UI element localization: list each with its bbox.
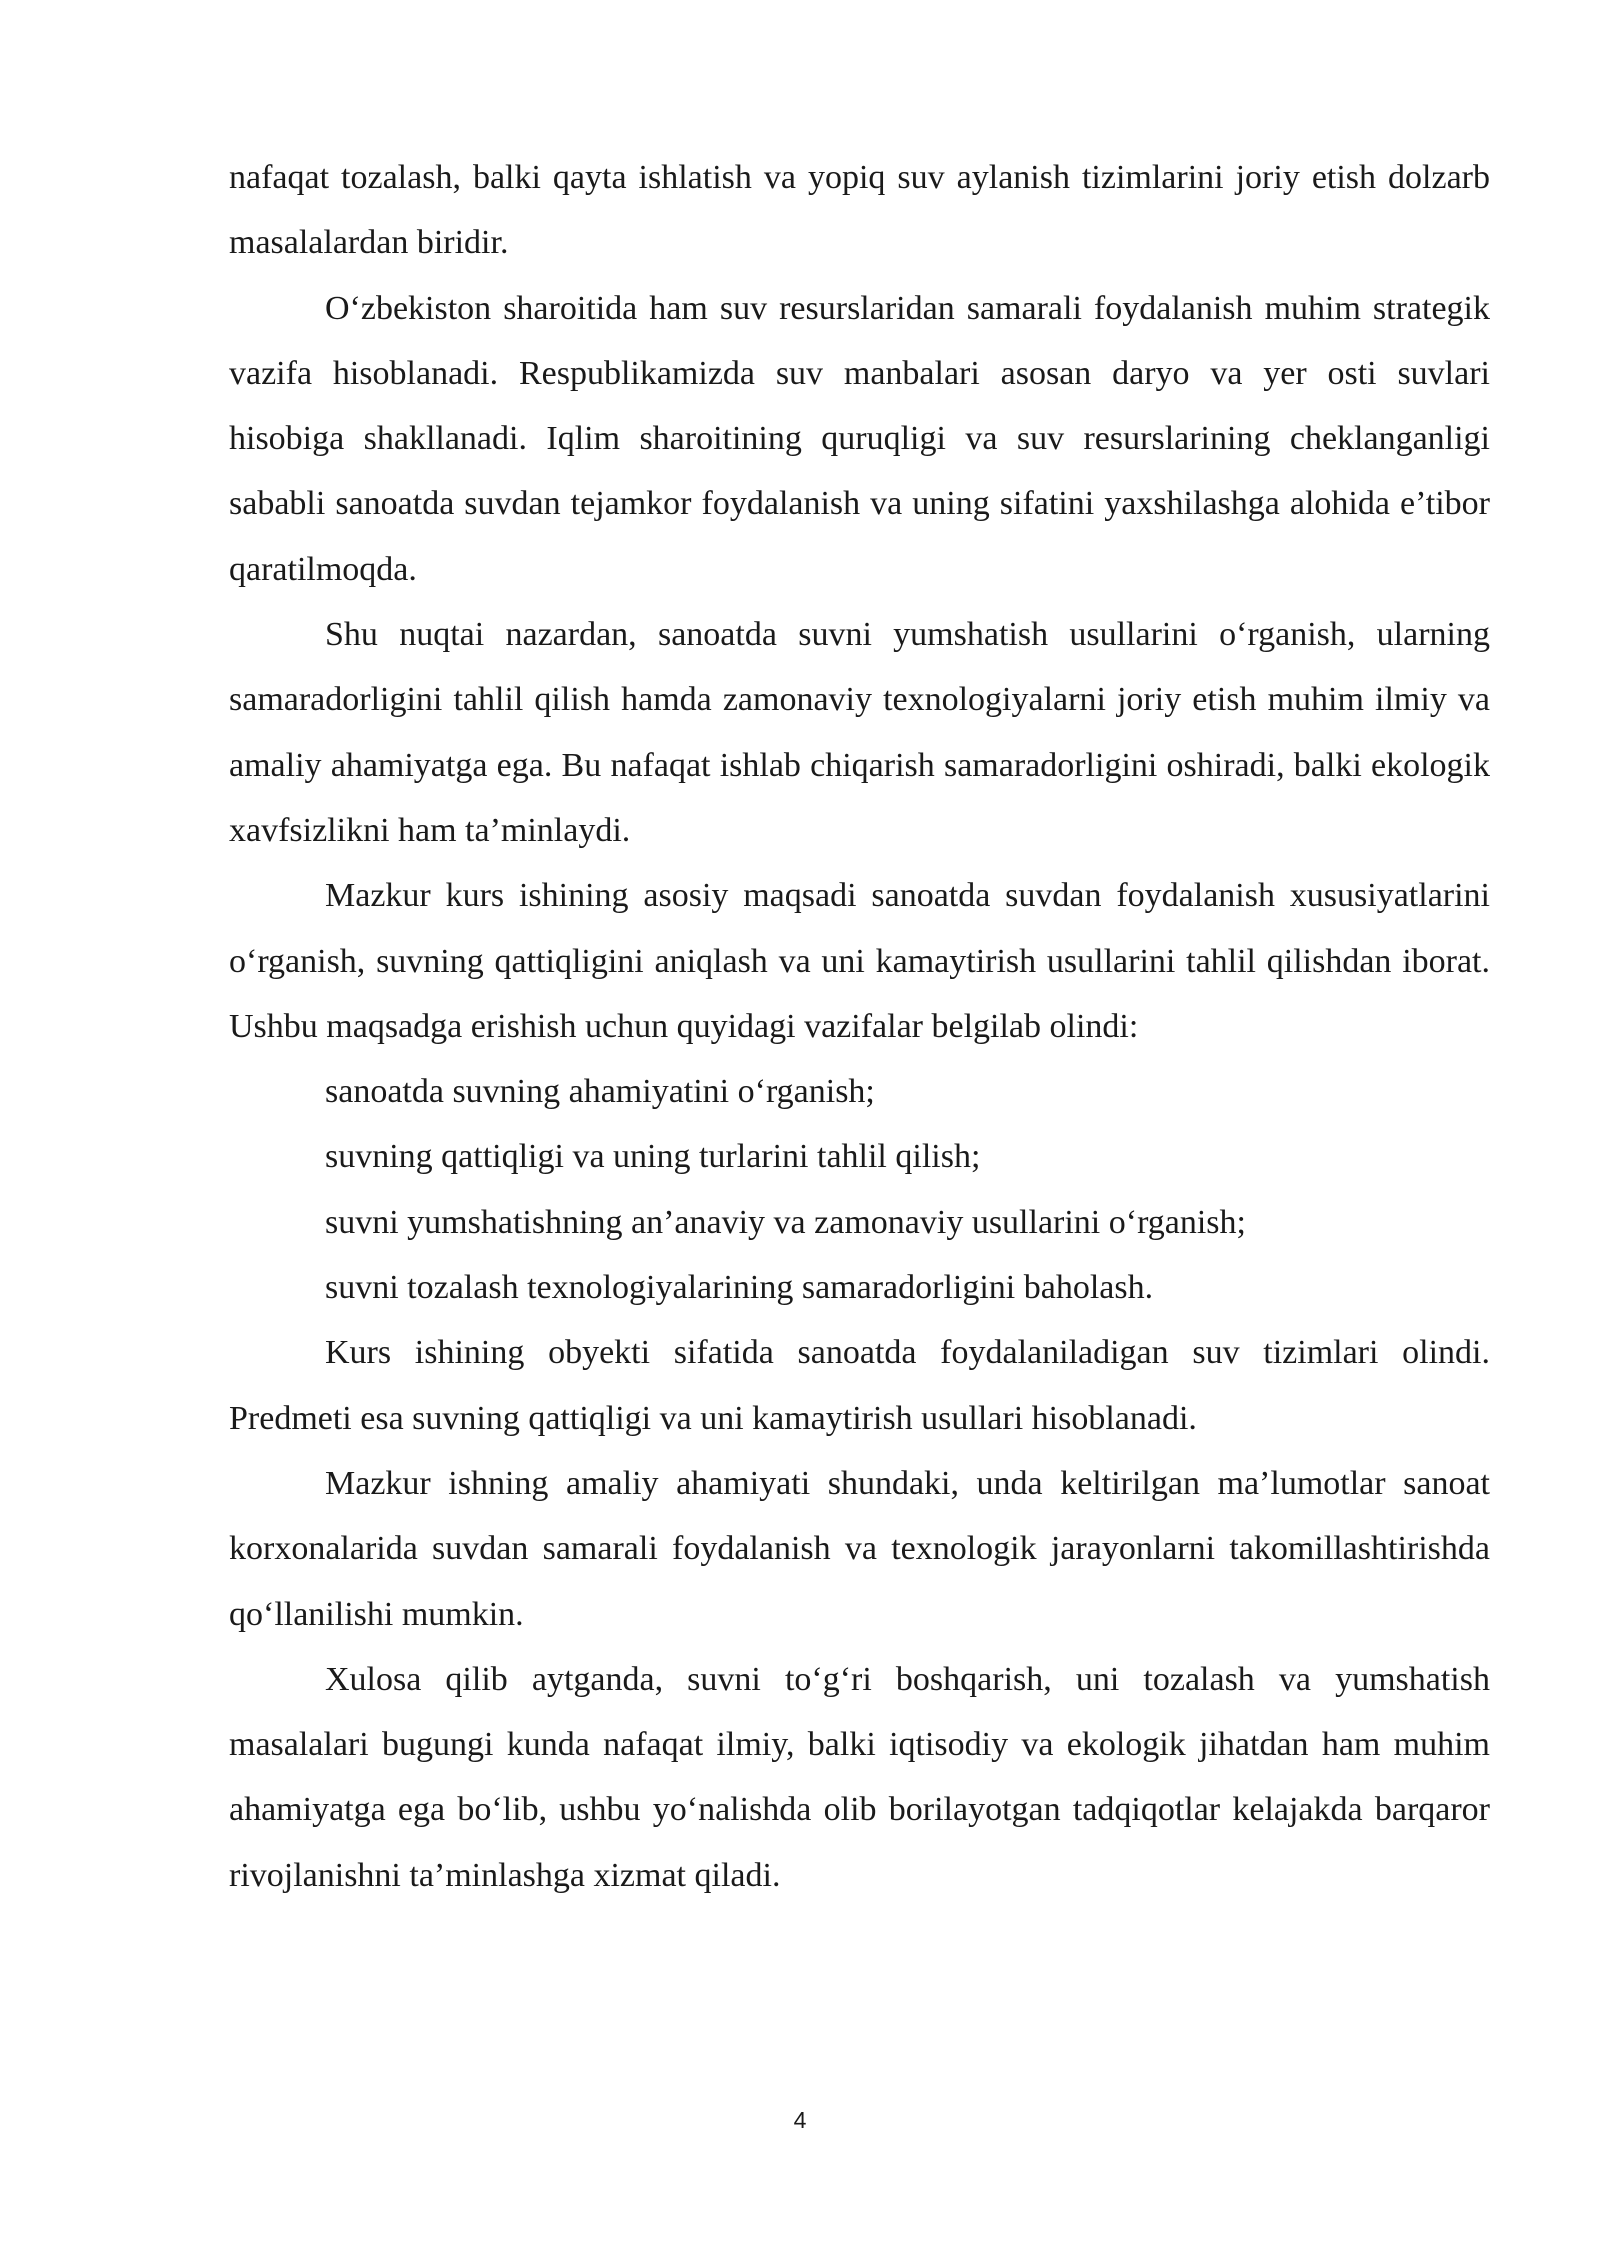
paragraph-continuation: nafaqat tozalash, balki qayta ishlatish va yopiq suv aylanish tizimlarini joriy etish dolzarb masalalardan biridir. [229,159,1490,262]
task-item: suvning qattiqligi va uning turlarini tahlil qilish; [325,1138,981,1176]
task-list [229,1059,1490,1320]
task-item: suvni tozalash texnologiyalarining samaradorligini baholash. [325,1269,1154,1307]
document-page [229,145,1490,1908]
paragraph-practical-significance: Mazkur ishning amaliy ahamiyati shundaki, unda keltirilgan ma’lumotlar sanoat korxonalarida suvdan samarali foydalanish va texnologik jarayonlarni takomillashtirishda qo‘llanilishi mumkin. [229,1464,1490,1633]
paragraph-goal: Mazkur kurs ishining asosiy maqsadi sanoatda suvdan foydalanish xususiyatlarini o‘rganish, suvning qattiqligini aniqlash va uni kamaytirish usullarini tahlil qilishdan iborat. Ushbu maqsadga erishish uchun quyidagi vazifalar belgilab olindi: [229,877,1490,1045]
paragraph-conclusion: Xulosa qilib aytganda, suvni to‘g‘ri boshqarish, uni tozalash va yumshatish masalalari bugungi kunda nafaqat ilmiy, balki iqtisodiy va ekologik jihatdan ham muhim ahamiyatga ega bo‘lib, ushbu yo‘nalishda olib borilayotgan tadqiqotlar kelajakda barqaror rivojlanishni ta’minlashga xizmat qiladi. [229,1660,1490,1894]
page-number: 4 [793,2107,807,2133]
task-item: suvni yumshatishning an’anaviy va zamonaviy usullarini o‘rganish; [325,1203,1246,1241]
paragraph-relevance: Shu nuqtai nazardan, sanoatda suvni yumshatish usullarini o‘rganish, ularning samaradorligini tahlil qilish hamda zamonaviy texnologiyalarni joriy etish muhim ilmiy va amaliy ahamiyatga ega. Bu nafaqat ishlab chiqarish samaradorligini oshiradi, balki ekologik xavfsizlikni ham ta’minlaydi. [229,616,1490,849]
task-item: sanoatda suvning ahamiyatini o‘rganish; [325,1073,875,1111]
paragraph-water-resources: O‘zbekiston sharoitida ham suv resurslaridan samarali foydalanish muhim strategik vazifa hisoblanadi. Respublikamizda suv manbalari asosan daryo va yer osti suvlari hisobiga shakllanadi. Iqlim sharoitining quruqligi va suv resurslarining cheklanganligi sababli sanoatda suvdan tejamkor foydalanish va uning sifatini yaxshilashga alohida e’tibor qaratilmoqda. [229,289,1490,588]
paragraph-object-subject: Kurs ishining obyekti sifatida sanoatda foydalaniladigan suv tizimlari olindi. Predmeti esa suvning qattiqligi va uni kamaytirish usullari hisoblanadi. [229,1334,1490,1437]
